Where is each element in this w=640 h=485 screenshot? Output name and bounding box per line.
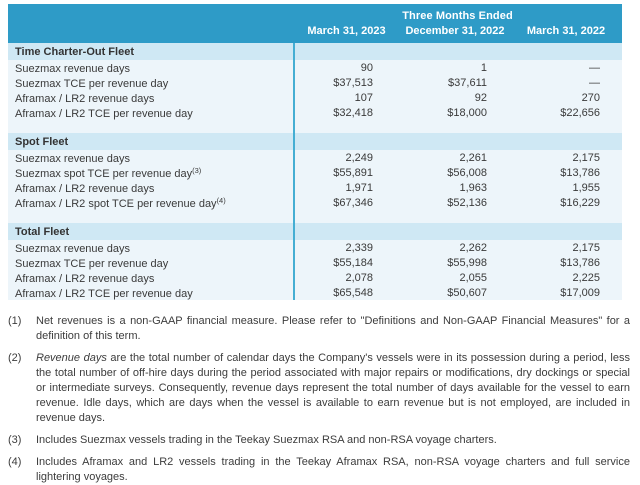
cell-value: 90 — [360, 61, 373, 74]
table-row — [8, 105, 622, 120]
cell-value: $67,346 — [333, 196, 373, 209]
cell-value: 2,262 — [459, 241, 487, 254]
footnote-2 — [8, 351, 632, 426]
cell-value: 2,055 — [459, 271, 487, 284]
table-row — [8, 60, 622, 75]
row-label: Suezmax revenue days — [15, 242, 130, 255]
cell-value: $52,136 — [447, 196, 487, 209]
table-row — [8, 240, 622, 255]
row-label: Suezmax TCE per revenue day — [15, 77, 169, 90]
cell-value: $13,786 — [560, 166, 600, 179]
cell-value: — — [589, 61, 600, 74]
table-row — [8, 165, 622, 180]
row-label: Aframax / LR2 TCE per revenue day — [15, 287, 193, 300]
table-row — [8, 270, 622, 285]
cell-value: $16,229 — [560, 196, 600, 209]
table-row — [8, 150, 622, 165]
table-row — [8, 195, 622, 210]
footnote-text: Includes Aframax and LR2 vessels trading in the Teekay Aframax RSA, non-RSA voyage charters and full service lightering voyages. — [36, 456, 630, 483]
cell-value: $55,891 — [333, 166, 373, 179]
cell-value: 2,225 — [572, 271, 600, 284]
table-row — [8, 90, 622, 105]
section-header-spot-fleet — [8, 133, 622, 150]
section-title: Spot Fleet — [15, 135, 69, 148]
cell-value: 2,249 — [345, 151, 373, 164]
footnote-4 — [8, 455, 632, 485]
table-row — [8, 75, 622, 90]
footnote-1 — [8, 314, 632, 344]
row-label: Suezmax TCE per revenue day — [15, 257, 169, 270]
cell-value: $65,548 — [333, 286, 373, 299]
cell-value: 1,963 — [459, 181, 487, 194]
section-title: Total Fleet — [15, 225, 70, 238]
cell-value: 1,971 — [345, 181, 373, 194]
footnote-number: (4) — [8, 456, 22, 468]
footnote-ref-3: (3) — [192, 165, 202, 175]
footnote-ref-4: (4) — [216, 195, 226, 205]
cell-value: 2,175 — [572, 151, 600, 164]
cell-value: 2,078 — [345, 271, 373, 284]
section-header-total-fleet — [8, 223, 622, 240]
table-row — [8, 255, 622, 270]
group-header: Three Months Ended — [402, 9, 513, 22]
table-row — [8, 180, 622, 195]
cell-value: $55,184 — [333, 256, 373, 269]
cell-value: 2,261 — [459, 151, 487, 164]
section-title: Time Charter-Out Fleet — [15, 45, 134, 58]
row-label: Aframax / LR2 revenue days — [15, 92, 155, 105]
section-spacer — [8, 120, 622, 133]
table-row — [8, 285, 622, 300]
cell-value: $37,513 — [333, 76, 373, 89]
cell-value: 1,955 — [572, 181, 600, 194]
footnote-number: (2) — [8, 352, 22, 364]
cell-value: 107 — [354, 91, 373, 104]
table-header — [8, 4, 622, 43]
footnote-text: Includes Suezmax vessels trading in the Teekay Suezmax RSA and non-RSA voyage charters. — [36, 434, 497, 446]
row-label: Suezmax revenue days — [15, 152, 130, 165]
column-header-dec-2022: December 31, 2022 — [405, 24, 505, 37]
fleet-data-table — [8, 4, 622, 300]
cell-value: $18,000 — [447, 106, 487, 119]
column-header-mar-2023: March 31, 2023 — [307, 24, 386, 37]
footnote-3 — [8, 433, 632, 448]
cell-value: $37,611 — [448, 76, 487, 89]
cell-value: $17,009 — [560, 286, 600, 299]
footnote-number: (1) — [8, 315, 22, 327]
cell-value: 92 — [474, 91, 487, 104]
cell-value: 2,339 — [345, 241, 373, 254]
row-label: Aframax / LR2 revenue days — [15, 182, 155, 195]
cell-value: $50,607 — [447, 286, 487, 299]
footnotes-section — [8, 314, 632, 485]
cell-value: 2,175 — [572, 241, 600, 254]
cell-value: $55,998 — [447, 256, 487, 269]
footnote-text: Revenue days are the total number of calendar days the Company's vessels were in its possession during a period, less the total number of off-hire days during the period associated with major repairs or modifications, dry dockings or special or intermediate surveys. Consequently, revenue days represent the total number of days available for the vessel to earn revenue. Idle days, which are days when the vessel is available to earn revenue but is not employed, are included in revenue days. — [36, 352, 630, 424]
cell-value: $13,786 — [560, 256, 600, 269]
cell-value: $56,008 — [447, 166, 487, 179]
row-label: Suezmax spot TCE per revenue day$^{(3)}$ — [15, 165, 202, 180]
cell-value: $22,656 — [560, 106, 600, 119]
cell-value: 270 — [581, 91, 600, 104]
section-spacer — [8, 210, 622, 223]
cell-value: 1 — [480, 61, 487, 74]
row-label: Aframax / LR2 revenue days — [15, 272, 155, 285]
row-label: Aframax / LR2 spot TCE per revenue day$^{(4)}$ — [15, 195, 226, 210]
section-header-time-charter-out-fleet — [8, 43, 622, 60]
cell-value: — — [589, 76, 600, 89]
footnote-number: (3) — [8, 434, 22, 446]
row-label: Aframax / LR2 TCE per revenue day — [15, 107, 193, 120]
cell-value: $32,418 — [333, 106, 373, 119]
column-header-mar-2022: March 31, 2022 — [526, 24, 606, 37]
footnote-text: Net revenues is a non-GAAP financial measure. Please refer to "Definitions and Non-GAAP Financial Measures" for a definition of this term. — [36, 315, 630, 342]
row-label: Suezmax revenue days — [15, 62, 130, 75]
